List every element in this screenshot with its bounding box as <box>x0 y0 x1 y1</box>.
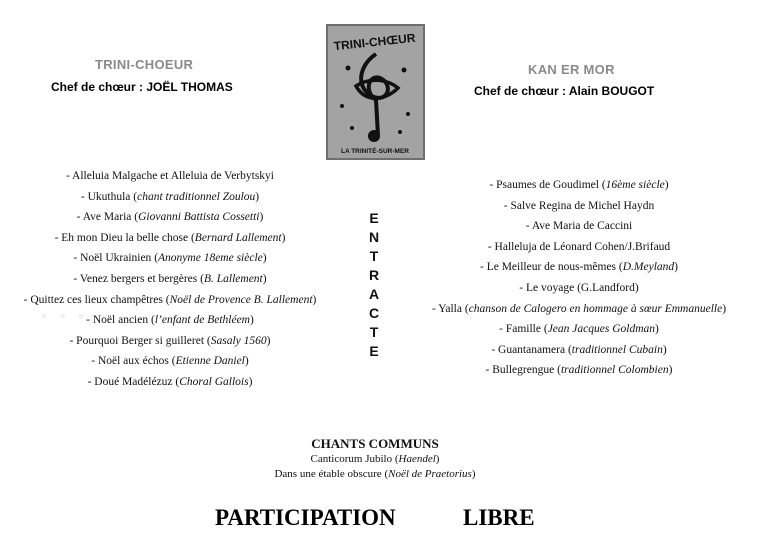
program-item-title: - Ave Maria <box>76 211 132 224</box>
program-item-title: - Le voyage (G.Landford) <box>519 281 639 294</box>
program-item-title: - Eh mon Dieu la belle chose <box>54 231 189 244</box>
common-songs <box>240 436 510 482</box>
program-item-title: - Noël aux échos <box>91 355 169 368</box>
program-item-note: Bernard Lallement <box>194 231 282 244</box>
trini-choeur-logo <box>326 24 425 160</box>
program-item-title: - Ukuthula <box>80 190 131 203</box>
logo-bottom-text: LA TRINITÉ-SUR-MER <box>340 148 410 155</box>
program-item: - Psaumes de Goudimel (16ème siècle) <box>489 179 669 191</box>
left-choir-director: Chef de chœur : JOËL THOMAS <box>51 80 233 94</box>
program-item: - Doué Madélézuz (Choral Gallois) <box>87 375 253 388</box>
participation-word: PARTICIPATION <box>215 505 396 530</box>
program-item-title: - Salve Regina de Michel Haydn <box>503 199 655 212</box>
program-item-note: Choral Gallois <box>179 375 249 388</box>
entracte-letter: A <box>368 286 380 302</box>
program-item-title: - Alleluia Malgache et Alleluia de Verbytskyi <box>65 170 274 182</box>
entracte-letter: R <box>368 267 380 283</box>
common-songs-heading: CHANTS COMMUNS <box>311 436 439 451</box>
program-item-note: 16ème siècle <box>605 179 665 191</box>
program-item: - Le Meilleur de nous-mêmes (D.Meyland) <box>479 261 679 274</box>
program-item: Canticorum Jubilo (Haendel) <box>310 453 440 465</box>
program-item-title: - Quittez ces lieux champêtres <box>23 293 163 306</box>
program-item <box>410 278 748 299</box>
program-item-note: traditionnel Cubain <box>571 343 663 356</box>
program-item-note: chant traditionnel Zoulou <box>137 190 256 203</box>
program-item-note: l’enfant de Bethléem <box>154 314 250 327</box>
left-choir-name: TRINI-CHOEUR <box>95 57 194 72</box>
program-item-title: - Bullegrengue <box>485 364 555 377</box>
program-item-title: - Halleluja de Léonard Cohen/J.Brifaud <box>487 240 671 253</box>
program-item-title: - Ave Maria de Caccini <box>525 220 633 233</box>
libre-word: LIBRE <box>463 505 535 530</box>
program-item-note: traditionnel Colombien <box>560 364 669 377</box>
bleed-through-text: · · · <box>40 300 87 333</box>
right-choir-director: Chef de chœur : Alain BOUGOT <box>474 84 655 98</box>
entracte-letter: T <box>369 324 379 340</box>
program-item-title: Dans une étable obscure <box>274 468 382 480</box>
program-item <box>0 166 340 187</box>
program-item-title: - Psaumes de Goudimel <box>489 179 599 191</box>
program-item: - Ukuthula (chant traditionnel Zoulou) <box>80 190 260 203</box>
program-item-note: Haendel <box>398 453 436 465</box>
program-item <box>410 196 748 217</box>
program-item: - Eh mon Dieu la belle chose (Bernard Lallement) <box>54 231 286 244</box>
program-item: - Quittez ces lieux champêtres (Noël de Provence B. Lallement) <box>23 293 317 306</box>
program-item-note: chanson de Calogero en hommage à sœur Emmanuelle <box>468 302 723 315</box>
program-item-title: - Le Meilleur de nous-mêmes <box>479 261 617 274</box>
entracte-letter: E <box>369 343 379 359</box>
program-item-note: Noël de Praetorius <box>388 468 472 480</box>
right-program-list <box>410 175 748 381</box>
program-item: - Pourquoi Berger si guilleret (Sasaly 1560) <box>69 334 271 347</box>
program-item <box>410 216 748 237</box>
program-item-note: Sasaly 1560 <box>210 334 267 347</box>
program-item-title: - Doué Madélézuz <box>87 375 173 388</box>
program-item-note: Noël de Provence B. Lallement <box>169 293 313 306</box>
entracte-letter: C <box>368 305 380 321</box>
program-item-title: Canticorum Jubilo <box>310 453 393 465</box>
program-item-title: - Yalla <box>431 302 462 315</box>
entracte-letter: E <box>369 210 379 226</box>
entracte-letter: T <box>369 248 379 264</box>
program-item-note: B. Lallement <box>203 272 263 285</box>
program-item-title: - Guantanamera <box>491 343 566 356</box>
right-choir-name: KAN ER MOR <box>528 62 615 77</box>
program-item-note: Etienne Daniel <box>175 355 245 368</box>
program-item-note: Anonyme 18eme siècle <box>158 252 263 265</box>
program-item-title: - Noël ancien <box>86 314 149 327</box>
logo-top-text: TRINI-CHŒUR <box>333 30 417 54</box>
program-item: - Noël aux échos (Etienne Daniel) <box>91 355 249 368</box>
program-item-note: Giovanni Battista Cossetti <box>138 211 260 224</box>
program-item-title: - Noël Ukrainien <box>73 252 152 265</box>
program-item: - Yalla (chanson de Calogero en hommage à sœur Emmanuelle) <box>431 302 727 315</box>
program-item: - Bullegrengue (traditionnel Colombien) <box>485 364 673 377</box>
program-item: Dans une étable obscure (Noël de Praetorius) <box>274 468 476 480</box>
program-item: - Noël Ukrainien (Anonyme 18eme siècle) <box>73 252 267 265</box>
program-item-note: Jean Jacques Goldman <box>547 323 656 336</box>
program-item: - Ave Maria (Giovanni Battista Cossetti) <box>76 211 264 224</box>
program-item: - Famille (Jean Jacques Goldman) <box>499 323 659 336</box>
entracte-letter: N <box>368 229 380 245</box>
program-item-title: - Pourquoi Berger si guilleret <box>69 334 205 347</box>
program-item-title: - Famille <box>499 323 541 336</box>
program-item-note: D.Meyland <box>622 261 675 274</box>
entracte-vertical-text <box>362 209 386 361</box>
left-program-list <box>0 166 340 393</box>
program-item-title: - Venez bergers et bergères <box>73 272 198 285</box>
program-item: - Guantanamera (traditionnel Cubain) <box>491 343 667 356</box>
program-item: - Venez bergers et bergères (B. Lallement) <box>73 272 267 285</box>
program-item: - Noël ancien (l’enfant de Bethléem) <box>86 314 254 327</box>
program-item <box>410 237 748 258</box>
